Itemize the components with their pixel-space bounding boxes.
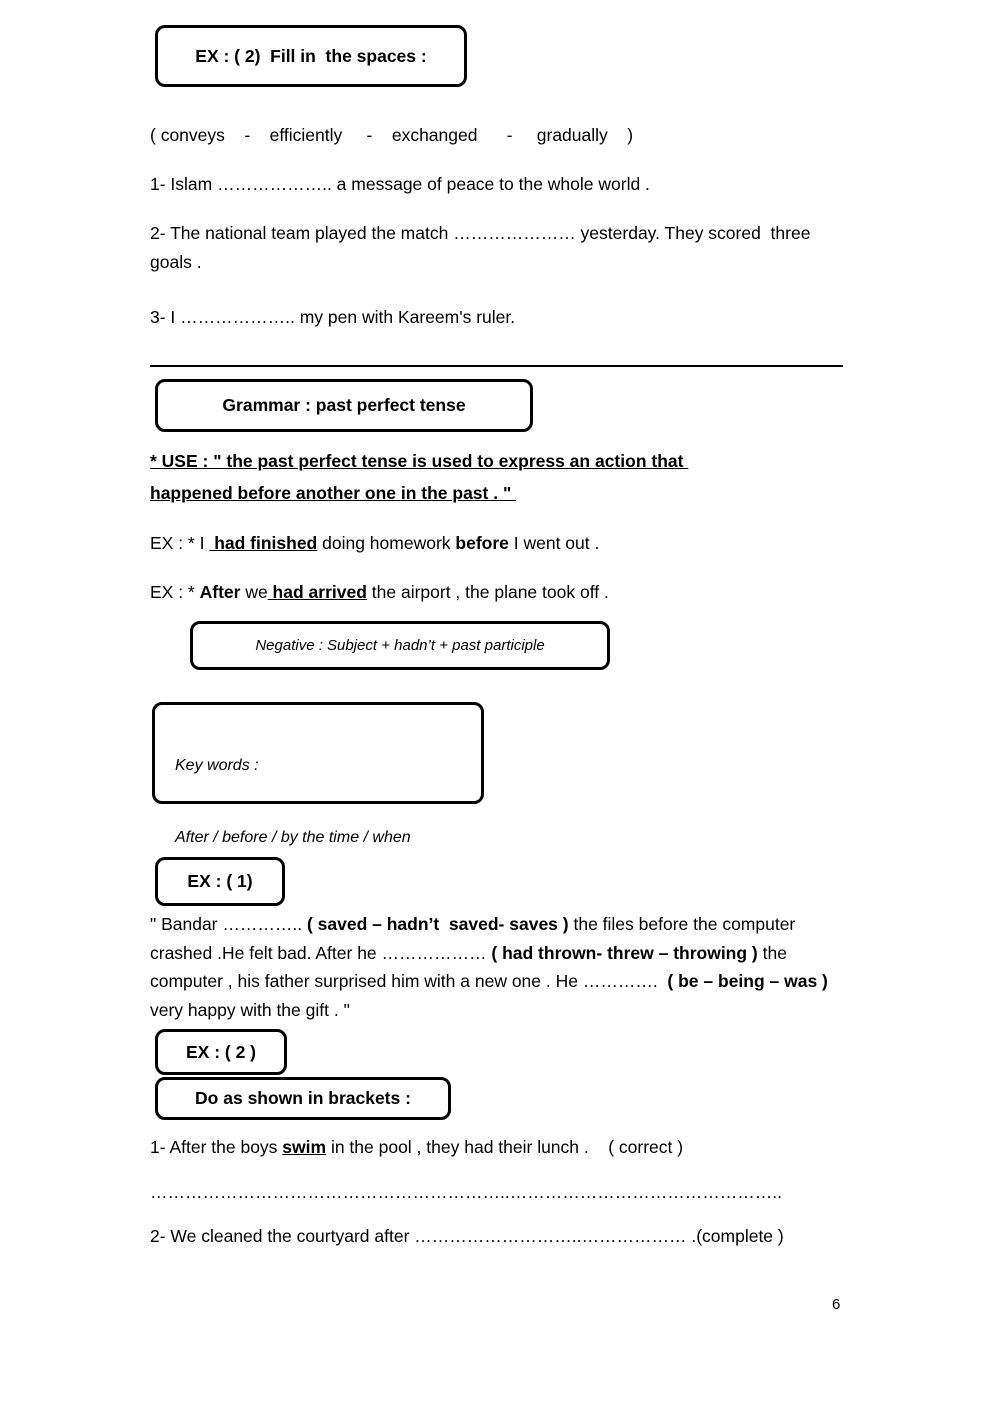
- grammar-use-line-2: happened before another one in the past . ": [150, 482, 517, 503]
- page-number: 6: [832, 1296, 841, 1313]
- grammar-use-rule: [150, 446, 850, 510]
- keywords-list: After / before / by the time / when: [175, 829, 411, 846]
- keywords-title: Key words :: [175, 757, 259, 774]
- do-as-shown-box: [155, 1077, 451, 1120]
- ex1-title: EX : ( 1): [187, 871, 253, 891]
- grammar-use-line-1: * USE : " the past perfect tense is used to express an action that: [150, 451, 689, 471]
- keywords-box: [152, 702, 484, 846]
- ex1-paragraph: " Bandar ………….. ( saved – hadn’t saved- saves ) the files before the computer crashed .He felt bad. After he ……………… ( had thrown- threw – throwing ) the computer , his father surprised him with a new one . He …………. ( be – being – was ) very happy with the gift . ": [150, 914, 833, 1021]
- negative-note: Negative : Subject + hadn’t + past participle: [255, 637, 545, 654]
- fill-item-2: 2- The national team played the match ………………… yesterday. They scored three goals .: [150, 223, 816, 273]
- grammar-title: Grammar : past perfect tense: [222, 395, 466, 415]
- ex1-title-box: [155, 857, 285, 906]
- fill-item-1: 1- Islam ……………….. a message of peace to the whole world .: [150, 174, 650, 194]
- ex2-brackets-title: EX : ( 2 ): [185, 1041, 256, 1062]
- answer-dots-line: ……………………………………………………..………………………………………..: [150, 1182, 782, 1202]
- grammar-title-box: [155, 379, 533, 432]
- fill-item-3: 3- I ……………….. my pen with Kareem's ruler.: [150, 307, 516, 327]
- ex2-fill-title: EX : ( 2) Fill in the spaces :: [195, 45, 427, 66]
- ex2-brackets-title-box: [155, 1029, 287, 1075]
- word-bank: ( conveys - efficiently - exchanged - gradually ): [150, 125, 634, 145]
- grammar-example-2: EX : * After we had arrived the airport , the plane took off .: [150, 582, 609, 602]
- ex2-fill-title-box: [155, 25, 467, 87]
- negative-note-box: [190, 621, 610, 670]
- brackets-item-2: 2- We cleaned the courtyard after ………………………..……………… .(complete ): [150, 1226, 784, 1246]
- grammar-example-1: EX : * I had finished doing homework before I went out .: [150, 533, 600, 553]
- brackets-item-1: 1- After the boys swim in the pool , they had their lunch . ( correct ): [150, 1137, 684, 1157]
- do-as-shown-label: Do as shown in brackets :: [195, 1088, 411, 1108]
- section-divider: [150, 365, 843, 367]
